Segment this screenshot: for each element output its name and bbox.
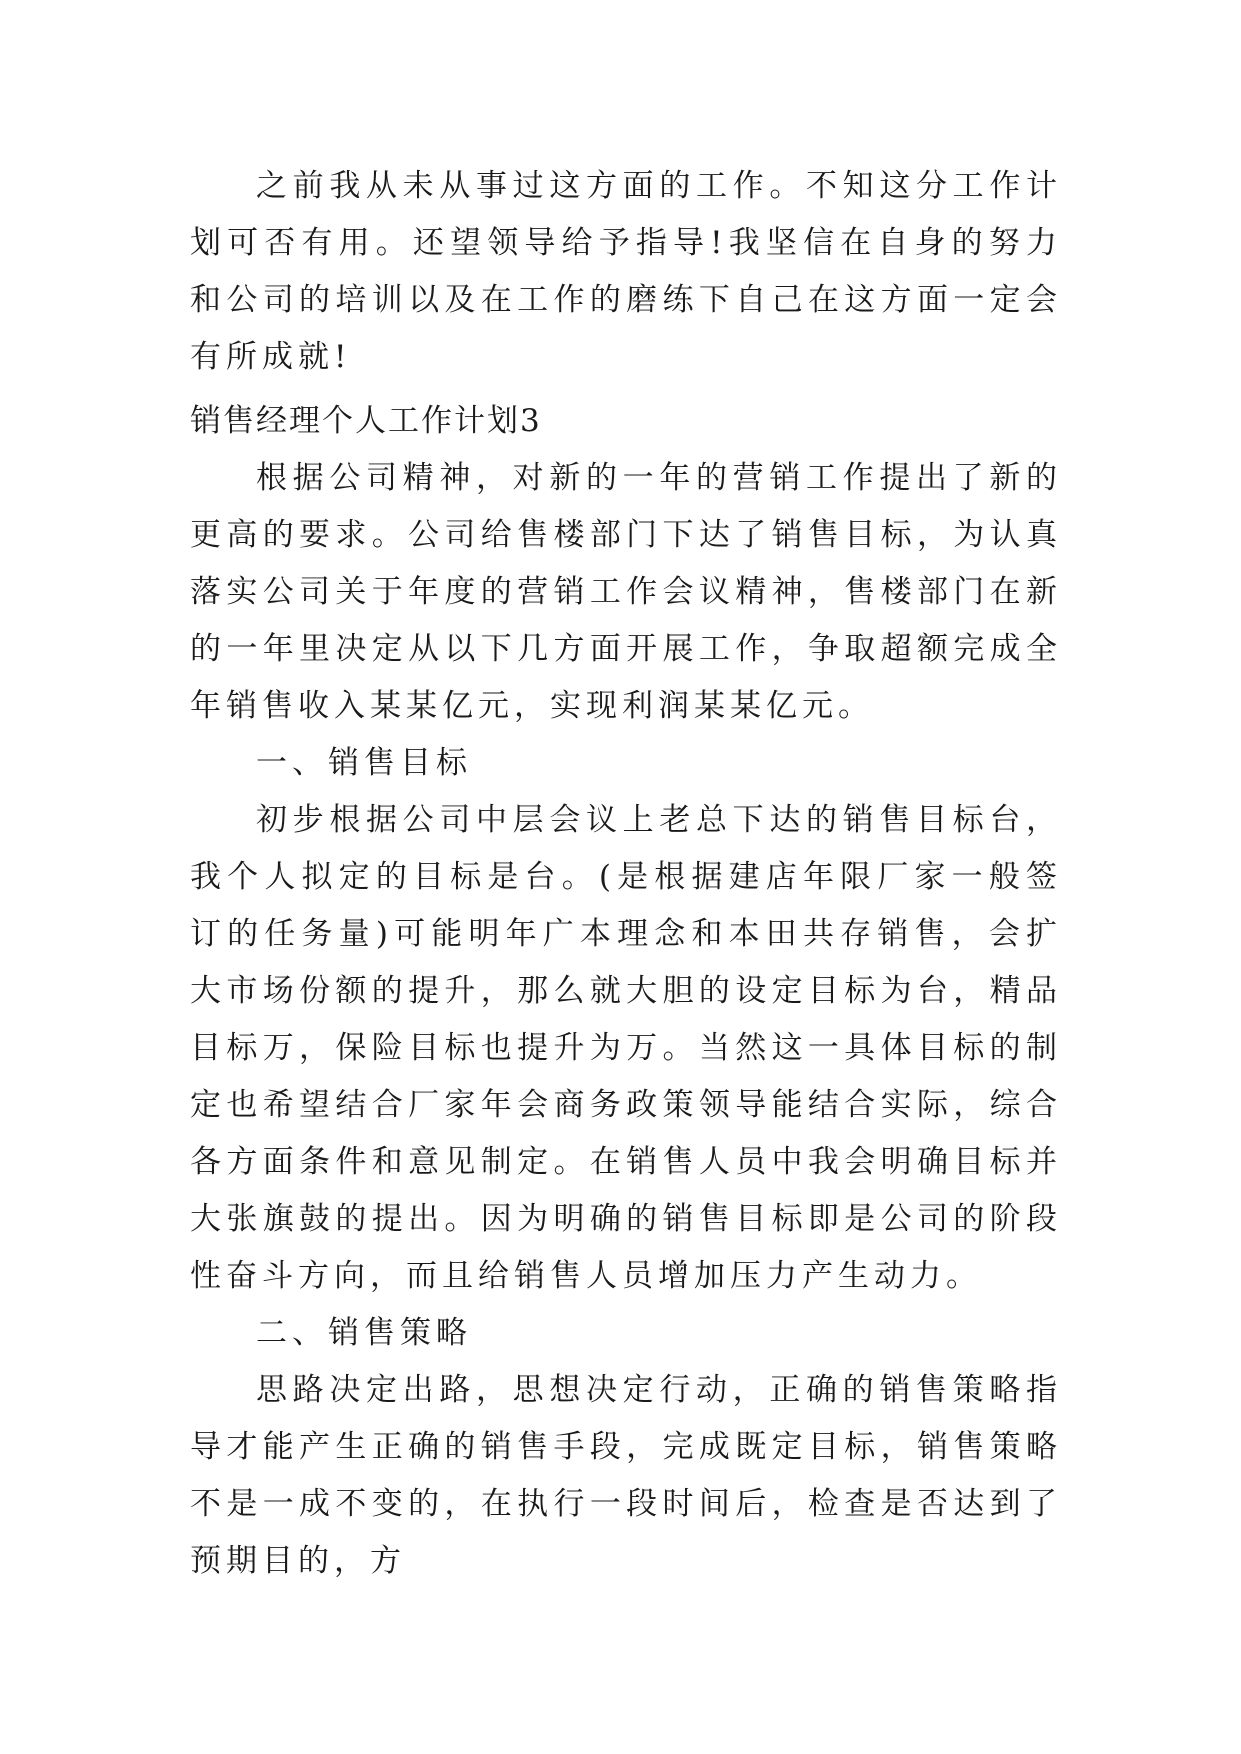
paragraph-1: 根据公司精神，对新的一年的营销工作提出了新的更高的要求。公司给售楼部门下达了销售目标，为认真落实公司关于年度的营销工作会议精神，售楼部门在新的一年里决定从以下几方面开展工作，争取超额完成全年销售收入某某亿元，实现利润某某亿元。 (190, 460, 1062, 724)
plan-section (190, 393, 1062, 1590)
heading-sales-target: 一、销售目标 (256, 745, 472, 781)
intro-section (190, 158, 1062, 386)
intro-paragraph: 之前我从未从事过这方面的工作。不知这分工作计划可否有用。还望领导给予指导!我坚信在自身的努力和公司的培训以及在工作的磨练下自己在这方面一定会有所成就! (190, 168, 1062, 375)
section-title: 销售经理个人工作计划3 (190, 403, 542, 439)
paragraph-3: 思路决定出路，思想决定行动，正确的销售策略指导才能产生正确的销售手段，完成既定目标，销售策略不是一成不变的，在执行一段时间后，检查是否达到了预期目的，方 (190, 1372, 1062, 1579)
heading-sales-strategy: 二、销售策略 (256, 1315, 472, 1351)
paragraph-2: 初步根据公司中层会议上老总下达的销售目标台，我个人拟定的目标是台。(是根据建店年限厂家一般签订的任务量)可能明年广本理念和本田共存销售，会扩大市场份额的提升，那么就大胆的设定目标为台，精品目标万，保险目标也提升为万。当然这一具体目标的制定也希望结合厂家年会商务政策领导能结合实际，综合各方面条件和意见制定。在销售人员中我会明确目标并大张旗鼓的提出。因为明确的销售目标即是公司的阶段性奋斗方向，而且给销售人员增加压力产生动力。 (190, 802, 1062, 1294)
